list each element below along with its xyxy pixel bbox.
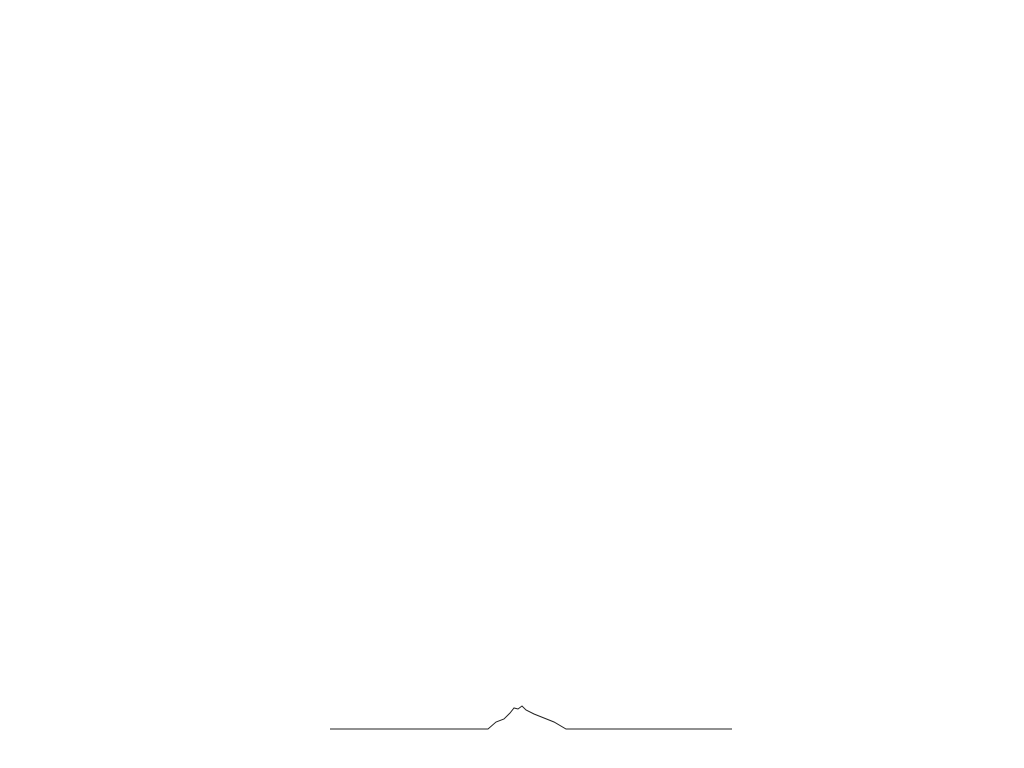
mountain-silhouette-icon bbox=[330, 700, 732, 734]
